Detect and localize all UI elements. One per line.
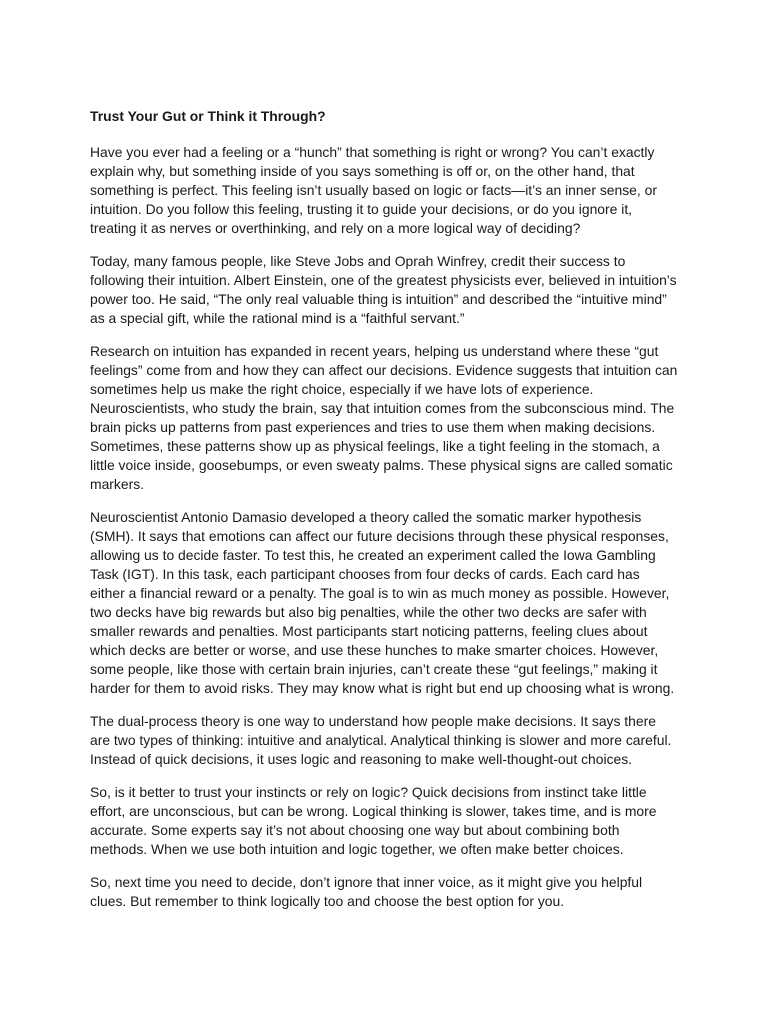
paragraph-intro: Have you ever had a feeling or a “hunch” that something is right or wrong? You can’t exactly explain why, but something inside of you says something is off or, on the other hand, that something is perfect. This feeling isn’t usually based on logic or facts—it’s an inner sense, or intuition. Do you follow this feeling, trusting it to guide your decisions, or do you ignore it, treating it as nerves or overthinking, and rely on a more logical way of deciding? bbox=[90, 144, 657, 236]
paragraph-famous-people: Today, many famous people, like Steve Jobs and Oprah Winfrey, credit their success to following their intuition. Albert Einstein, one of the greatest physicists ever, believed in intuition’s power too. He said, “The only real valuable thing is intuition” and described the “intuitive mind” as a special gift, while the rational mind is a “faithful servant.” bbox=[90, 253, 677, 326]
document-body bbox=[90, 107, 678, 911]
document-title: Trust Your Gut or Think it Through? bbox=[90, 108, 326, 124]
paragraph-dual-process: The dual-process theory is one way to understand how people make decisions. It says there are two types of thinking: intuitive and analytical. Analytical thinking is slower and more careful. Instead of quick decisions, it uses logic and reasoning to make well-thought-out choices. bbox=[90, 713, 672, 767]
paragraph-damasio: Neuroscientist Antonio Damasio developed a theory called the somatic marker hypothesis (SMH). It says that emotions can affect our future decisions through these physical responses, allowing us to decide faster. To test this, he created an experiment called the Iowa Gambling Task (IGT). In this task, each participant chooses from four decks of cards. Each card has either a financial reward or a penalty. The goal is to win as much money as possible. However, two decks have big rewards but also big penalties, while the other two decks are safer with smaller rewards and penalties. Most participants start noticing patterns, feeling clues about which decks are better or worse, and use these hunches to make smarter choices. However, some people, like those with certain brain injuries, can’t create these “gut feelings,” making it harder for them to avoid risks. They may know what is right but end up choosing what is wrong. bbox=[90, 509, 675, 696]
paragraph-conclusion: So, next time you need to decide, don’t ignore that inner voice, as it might give you helpful clues. But remember to think logically too and choose the best option for you. bbox=[90, 874, 643, 909]
paragraph-instinct-vs-logic: So, is it better to trust your instincts or rely on logic? Quick decisions from instinct take little effort, are unconscious, but can be wrong. Logical thinking is slower, takes time, and is more accurate. Some experts say it’s not about choosing one way but about combining both methods. When we use both intuition and logic together, we often make better choices. bbox=[90, 784, 657, 857]
paragraph-research: Research on intuition has expanded in recent years, helping us understand where these “gut feelings” come from and how they can affect our decisions. Evidence suggests that intuition can sometimes help us make the right choice, especially if we have lots of experience. Neuroscientists, who study the brain, say that intuition comes from the subconscious mind. The brain picks up patterns from past experiences and tries to use them when making decisions. Sometimes, these patterns show up as physical feelings, like a tight feeling in the stomach, a little voice inside, goosebumps, or even sweaty palms. These physical signs are called somatic markers. bbox=[90, 343, 678, 492]
